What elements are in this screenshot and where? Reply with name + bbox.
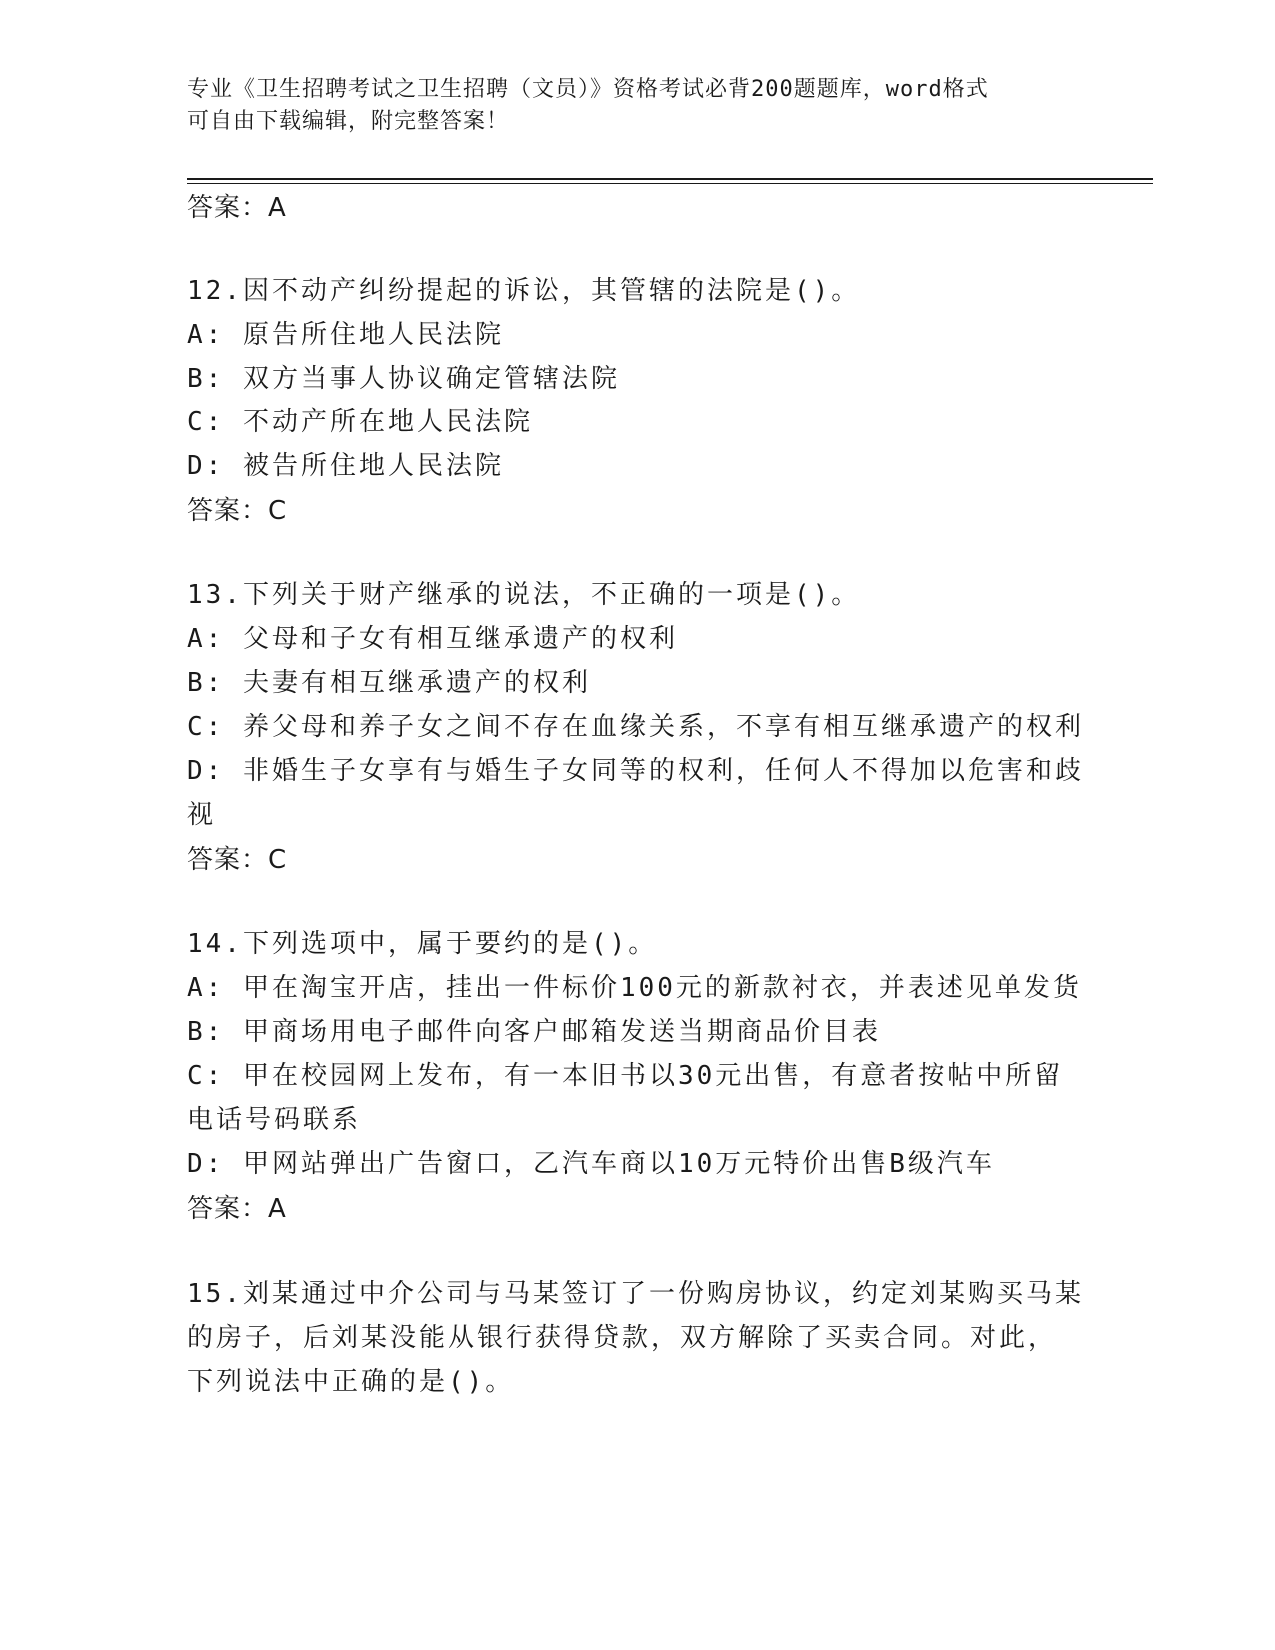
question-14-option-c-line-1: C: 甲在校园网上发布，有一本旧书以30元出售，有意者按帖中所留 [187, 1061, 1064, 1091]
question-14-option-a: A: 甲在淘宝开店，挂出一件标价100元的新款衬衣，并表述见单发货 [187, 973, 1082, 1003]
header-divider-thin [187, 183, 1153, 184]
question-12-option-a: A: 原告所住地人民法院 [187, 320, 504, 350]
question-14-option-d: D: 甲网站弹出广告窗口，乙汽车商以10万元特价出售B级汽车 [187, 1149, 995, 1179]
question-14-stem: 14.下列选项中，属于要约的是()。 [187, 929, 658, 959]
question-13-stem: 13.下列关于财产继承的说法，不正确的一项是()。 [187, 580, 861, 610]
answer-previous: 答案：A [187, 193, 287, 223]
question-13-option-c: C: 养父母和养子女之间不存在血缘关系，不享有相互继承遗产的权利 [187, 712, 1084, 742]
question-13-answer: 答案：C [187, 845, 288, 875]
question-13-option-b: B: 夫妻有相互继承遗产的权利 [187, 668, 591, 698]
question-15-stem-line-2: 的房子，后刘某没能从银行获得贷款，双方解除了买卖合同。对此， [187, 1323, 1058, 1353]
header-divider-thick [187, 178, 1153, 180]
question-12-answer: 答案：C [187, 496, 288, 526]
question-13-option-a: A: 父母和子女有相互继承遗产的权利 [187, 624, 678, 654]
question-14-option-b: B: 甲商场用电子邮件向客户邮箱发送当期商品价目表 [187, 1017, 881, 1047]
question-15-stem-line-1: 15.刘某通过中介公司与马某签订了一份购房协议，约定刘某购买马某 [187, 1279, 1084, 1309]
question-12-stem: 12.因不动产纠纷提起的诉讼，其管辖的法院是()。 [187, 276, 861, 306]
question-15-stem-line-3: 下列说法中正确的是()。 [187, 1367, 515, 1397]
question-12-option-b: B: 双方当事人协议确定管辖法院 [187, 364, 620, 394]
header-title-line-1: 专业《卫生招聘考试之卫生招聘（文员）》资格考试必背200题题库，word格式 [187, 77, 989, 102]
question-12-option-d: D: 被告所住地人民法院 [187, 451, 504, 481]
question-13-option-d-line-1: D: 非婚生子女享有与婚生子女同等的权利，任何人不得加以危害和歧 [187, 756, 1084, 786]
question-14-option-c-line-2: 电话号码联系 [187, 1105, 362, 1135]
question-12-option-c: C: 不动产所在地人民法院 [187, 407, 533, 437]
header-title-line-2: 可自由下载编辑，附完整答案！ [187, 109, 510, 134]
question-13-option-d-line-2: 视 [187, 800, 217, 830]
question-14-answer: 答案：A [187, 1194, 287, 1224]
document-header [187, 74, 1087, 138]
